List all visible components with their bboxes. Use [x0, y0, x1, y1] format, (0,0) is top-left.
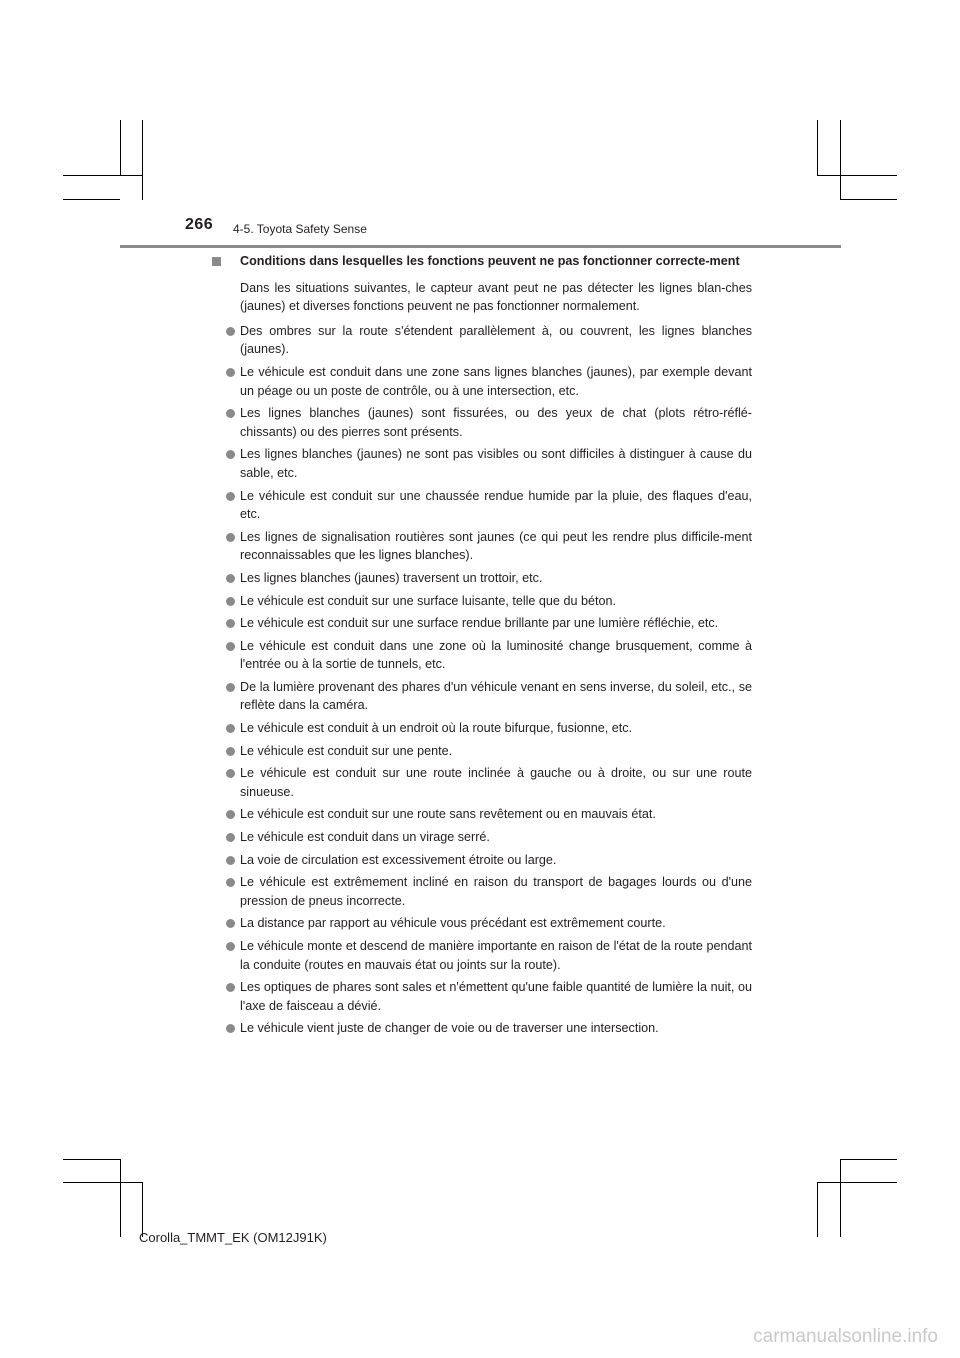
crop-mark: [63, 1159, 120, 1160]
crop-mark: [120, 120, 121, 175]
list-item-text: Le véhicule vient juste de changer de voie ou de traverser une intersection.: [240, 1021, 659, 1036]
page-number: 266: [185, 216, 214, 233]
crop-mark: [142, 1182, 143, 1237]
list-item-text: Les lignes de signalisation routières sont jaunes (ce qui peut les rendre plus difficile-ment reconnaissables que les lignes blanches).: [240, 529, 752, 563]
circle-bullet-icon: [226, 619, 235, 628]
circle-bullet-icon: [226, 368, 235, 377]
section-title: 4-5. Toyota Safety Sense: [233, 222, 367, 236]
list-item-text: La voie de circulation est excessivement étroite ou large.: [240, 852, 557, 867]
list-item-text: Le véhicule est conduit dans une zone où la luminosité change brusquement, comme à l'entrée ou à la sortie de tunnels, etc.: [240, 638, 752, 672]
circle-bullet-icon: [226, 409, 235, 418]
list-item-text: Le véhicule est extrêmement incliné en raison du transport de bagages lourds ou d'une pression de pneus incorrecte.: [240, 875, 752, 908]
section-heading-text: Conditions dans lesquelles les fonctions peuvent ne pas fonctionner correcte-ment: [240, 254, 740, 268]
crop-mark: [817, 1182, 818, 1237]
list-item-text: Le véhicule est conduit sur une surface rendue brillante par une lumière réfléchie, etc.: [240, 616, 719, 631]
crop-mark: [142, 120, 143, 200]
circle-bullet-icon: [226, 983, 235, 992]
circle-bullet-icon: [226, 574, 235, 583]
circle-bullet-icon: [226, 597, 235, 606]
list-item: [212, 1019, 752, 1038]
list-item: [212, 805, 752, 824]
crop-mark: [840, 120, 841, 200]
list-item: [212, 937, 752, 974]
list-item: [212, 914, 752, 933]
circle-bullet-icon: [226, 683, 235, 692]
list-item-text: Le véhicule est conduit sur une chaussée rendue humide par la pluie, des flaques d'eau, etc.: [240, 488, 752, 522]
circle-bullet-icon: [226, 747, 235, 756]
list-item: [212, 828, 752, 847]
list-item-text: Le véhicule est conduit sur une surface luisante, telle que du béton.: [240, 593, 616, 608]
list-item: [212, 592, 752, 611]
list-item-text: Les lignes blanches (jaunes) ne sont pas visibles ou sont difficiles à distinguer à cause du sable, etc.: [240, 447, 752, 480]
list-item: [212, 742, 752, 761]
crop-mark: [840, 1159, 841, 1237]
list-item: [212, 978, 752, 1015]
circle-bullet-icon: [226, 919, 235, 928]
crop-mark: [120, 1159, 121, 1237]
square-bullet-icon: [212, 257, 221, 266]
crop-mark: [63, 199, 120, 200]
list-item-text: Le véhicule est conduit sur une pente.: [240, 743, 453, 758]
circle-bullet-icon: [226, 810, 235, 819]
list-item-text: Les lignes blanches (jaunes) traversent un trottoir, etc.: [240, 570, 543, 585]
intro-paragraph: Dans les situations suivantes, le capteur avant peut ne pas détecter les lignes blan-ches (jaunes) et diverses fonctions peuvent ne pas fonctionner normalement.: [240, 280, 752, 314]
crop-mark: [840, 199, 897, 200]
circle-bullet-icon: [226, 533, 235, 542]
list-item-text: Le véhicule est conduit à un endroit où la route bifurque, fusionne, etc.: [240, 721, 633, 736]
list-item: [212, 322, 752, 359]
list-item: [212, 873, 752, 910]
list-item: [212, 363, 752, 400]
circle-bullet-icon: [226, 450, 235, 459]
list-item: [212, 764, 752, 801]
list-item-text: De la lumière provenant des phares d'un véhicule venant en sens inverse, du soleil, etc., se reflète dans la caméra.: [240, 679, 752, 713]
circle-bullet-icon: [226, 1024, 235, 1033]
list-item-text: Le véhicule est conduit dans une zone sans lignes blanches (jaunes), par exemple devant un péage ou un poste de contrôle, ou à une intersection, etc.: [240, 364, 752, 398]
circle-bullet-icon: [226, 642, 235, 651]
list-item: [212, 528, 752, 565]
list-item-text: Le véhicule est conduit sur une route inclinée à gauche ou à droite, ou sur une route sinueuse.: [240, 766, 752, 799]
list-item-text: Le véhicule monte et descend de manière importante en raison de l'état de la route pendant la conduite (routes en mauvais état ou joints sur la route).: [240, 939, 752, 972]
list-item: [212, 678, 752, 715]
crop-mark: [817, 1182, 897, 1183]
circle-bullet-icon: [226, 492, 235, 501]
crop-mark: [63, 1182, 143, 1183]
list-item-text: Le véhicule est conduit dans un virage serré.: [240, 830, 490, 845]
circle-bullet-icon: [226, 856, 235, 865]
bullet-list: [212, 322, 752, 1038]
crop-mark: [817, 175, 897, 176]
circle-bullet-icon: [226, 327, 235, 336]
document-id: Corolla_TMMT_EK (OM12J91K): [139, 1230, 327, 1245]
list-item-text: Des ombres sur la route s'étendent parallèlement à, ou couvrent, les lignes blanches (jaunes).: [240, 323, 752, 357]
list-item: [212, 487, 752, 524]
list-item-text: Les optiques de phares sont sales et n'émettent qu'une faible quantité de lumière la nuit, ou l'axe de faisceau a dévié.: [240, 980, 752, 1013]
list-item: [212, 614, 752, 633]
list-item-text: La distance par rapport au véhicule vous précédant est extrêmement courte.: [240, 916, 666, 931]
circle-bullet-icon: [226, 724, 235, 733]
header-divider: [120, 245, 841, 248]
crop-mark: [817, 120, 818, 175]
list-item: [212, 719, 752, 738]
list-item: [212, 404, 752, 441]
list-item-text: Les lignes blanches (jaunes) sont fissurées, ou des yeux de chat (plots rétro-réflé-chissants) ou des pierres sont présents.: [240, 406, 752, 439]
list-item: [212, 637, 752, 674]
crop-mark: [840, 1159, 897, 1160]
list-item: [212, 851, 752, 870]
circle-bullet-icon: [226, 878, 235, 887]
section-heading: [212, 252, 752, 271]
list-item: [212, 569, 752, 588]
crop-mark: [63, 175, 143, 176]
list-item-text: Le véhicule est conduit sur une route sans revêtement ou en mauvais état.: [240, 807, 656, 822]
list-item: [212, 445, 752, 482]
circle-bullet-icon: [226, 833, 235, 842]
main-content: [212, 252, 752, 1042]
circle-bullet-icon: [226, 769, 235, 778]
watermark: carmanualsonline.info: [753, 1326, 938, 1347]
circle-bullet-icon: [226, 942, 235, 951]
